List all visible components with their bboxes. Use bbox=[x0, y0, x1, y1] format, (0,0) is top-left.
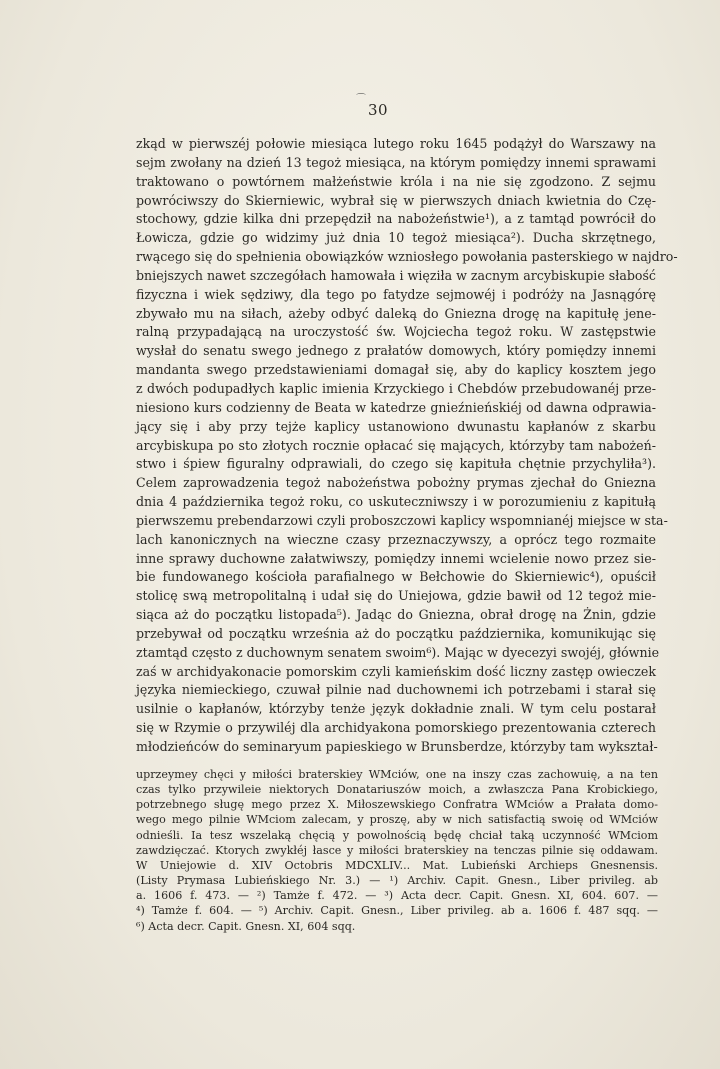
body-text-line: zaś w archidyakonacie pomorskim czyli kamieńskim dość liczny zastęp owieczek bbox=[136, 663, 656, 679]
body-text-line: Łowicza, gdzie go widzimy już dnia 10 tegoż miesiąca²). Ducha skrzętnego, bbox=[136, 230, 656, 246]
body-text-line: języka niemieckiego, czuwał pilnie nad duchownemi ich potrzebami i starał się bbox=[136, 682, 656, 698]
page-number: 30 bbox=[367, 101, 389, 119]
body-text-line: sejm zwołany na dzień 13 tegoż miesiąca, na którym pomiędzy innemi sprawami bbox=[136, 154, 656, 170]
footnote-line: czas tylko przywileie niektorych Donatariuszów moich, a zwłaszcza Pana Krobickiego, bbox=[136, 783, 658, 797]
body-text-line: traktowano o powtórnem małżeństwie króla i na nie się zgodzono. Z sejmu bbox=[136, 173, 656, 189]
body-text-line: wysłał do senatu swego jednego z prałatów domowych, który pomiędzy innemi bbox=[136, 343, 656, 359]
body-text-line: ztamtąd często z duchownym senatem swoim⁶). Mając w dyecezyi swojéj, głównie bbox=[136, 644, 660, 660]
body-text-line: dnia 4 października tegoż roku, co uskuteczniwszy i w porozumieniu z kapitułą bbox=[136, 494, 656, 510]
body-text-line: bniejszych nawet szczegółach hamowała i więziła w zacnym arcybiskupie słabość bbox=[136, 267, 656, 283]
footnote-line: odnieśli. Ia tesz wszelaką chęcią y powolnością będę chciał taką uczynność WMciom bbox=[136, 828, 658, 842]
footnote-line: (Listy Prymasa Lubieńskiego Nr. 3.) — ¹) Archiv. Capit. Gnesn., Liber privileg. ab bbox=[136, 874, 658, 888]
body-text-line: się w Rzymie o przywiléj dla archidyakona pomorskiego prezentowania czterech bbox=[136, 720, 656, 736]
footnote-line: uprzeymey chęci y miłości braterskiey WMciów, one na inszy czas zachowuię, a na ten bbox=[136, 768, 658, 781]
main-text bbox=[136, 135, 678, 757]
body-text-line: stwo i śpiew figuralny odprawiali, do czego się kapituła chętnie przychyliła³). bbox=[136, 456, 656, 472]
body-text-line: usilnie o kapłanów, którzyby tenże język dokładnie znali. W tym celu postarał bbox=[136, 701, 656, 717]
footnote-line: W Uniejowie d. XIV Octobris MDCXLIV... Mat. Lubieński Archieps Gnesnensis. bbox=[136, 858, 658, 872]
body-text-line: Celem zaprowadzenia tegoż nabożeństwa pobożny prymas zjechał do Gniezna bbox=[136, 475, 656, 491]
body-text-line: zbywało mu na siłach, ażeby odbyć daleką do Gniezna drogę na kapitułę jene- bbox=[136, 305, 656, 321]
body-text-line: stolicę swą metropolitalną i udał się do Uniejowa, gdzie bawił od 12 tegoż mie- bbox=[136, 588, 656, 604]
footnote-line: ⁶) Acta decr. Capit. Gnesn. XI, 604 sqq. bbox=[136, 919, 356, 933]
body-text-line: stochowy, gdzie kilka dni przepędził na nabożeństwie¹), a z tamtąd powrócił do bbox=[136, 211, 656, 227]
footnote-line: zawdzięczać. Ktorych zwykłéj łasce y miłości braterskiey na tenczas pilnie się oddawam. bbox=[136, 843, 658, 857]
body-text-line: inne sprawy duchowne załatwiwszy, pomiędzy innemi wcielenie nowo przez sie- bbox=[136, 550, 656, 566]
body-text-line: ralną przypadającą na uroczystość św. Wojciecha tegoż roku. W zastępstwie bbox=[136, 324, 656, 340]
body-text-line: przebywał od początku września aż do początku października, komunikując się bbox=[136, 625, 656, 641]
body-text-line: siąca aż do początku listopada⁵). Jadąc do Gniezna, obrał drogę na Żnin, gdzie bbox=[136, 607, 656, 623]
footnote-line: a. 1606 f. 473. — ²) Tamże f. 472. — ³) Acta decr. Capit. Gnesn. XI, 604. 607. — bbox=[136, 889, 658, 903]
body-text-line: bie fundowanego kościoła parafialnego w Bełchowie do Skierniewic⁴), opuścił bbox=[136, 569, 656, 585]
footnote-line: ⁴) Tamże f. 604. — ⁵) Archiv. Capit. Gnesn., Liber privileg. ab a. 1606 f. 487 sqq. — bbox=[136, 904, 658, 918]
body-text-line: młodzieńców do seminaryum papieskiego w Brunsberdze, którzyby tam wykształ- bbox=[136, 739, 658, 754]
body-text-line: pierwszemu prebendarzowi czyli proboszczowi kaplicy wspomnianéj miejsce w sta- bbox=[136, 512, 668, 528]
print-mark-icon: ⌒ bbox=[356, 94, 366, 105]
body-text-line: niesiono kurs codzienny de Beata w katedrze gnieźnieńskiéj od dawna odprawia- bbox=[136, 399, 656, 415]
footnote-line: potrzebnego sługę mego przez X. Miłoszewskiego Confratra WMciów a Prałata domo- bbox=[136, 798, 658, 812]
body-text-line: z dwóch podupadłych kaplic imienia Krzyckiego i Chebdów przebudowanéj prze- bbox=[136, 380, 656, 396]
body-text-line: zkąd w pierwszéj połowie miesiąca lutego roku 1645 podążył do Warszawy na bbox=[136, 136, 656, 151]
footnotes bbox=[136, 767, 658, 934]
body-text-line: arcybiskupa po sto złotych rocznie opłacać się mających, którzyby tam nabożeń- bbox=[136, 437, 656, 453]
body-text-line: fizyczna i wiek sędziwy, dla tego po fatydze sejmowéj i podróży na Jasnągórę bbox=[136, 286, 656, 302]
body-text-line: powróciwszy do Skierniewic, wybrał się w pierwszych dniach kwietnia do Czę- bbox=[136, 192, 656, 208]
body-text-line: rwącego się do spełnienia obowiązków wzniosłego powołania pasterskiego w najdro- bbox=[136, 249, 678, 265]
footnote-line: wego mego pilnie WMciom zalecam, y proszę, aby w nich satisfactią swoię od WMciów bbox=[136, 813, 658, 827]
body-text-line: mandanta swego przedstawieniami domagał się, aby do kaplicy kosztem jego bbox=[136, 362, 656, 378]
body-text-line: jący się i aby przy tejże kaplicy ustanowiono dwunastu kapłanów z skarbu bbox=[136, 418, 656, 434]
body-text-line: lach kanonicznych na wieczne czasy przeznaczywszy, a oprócz tego rozmaite bbox=[136, 531, 656, 547]
